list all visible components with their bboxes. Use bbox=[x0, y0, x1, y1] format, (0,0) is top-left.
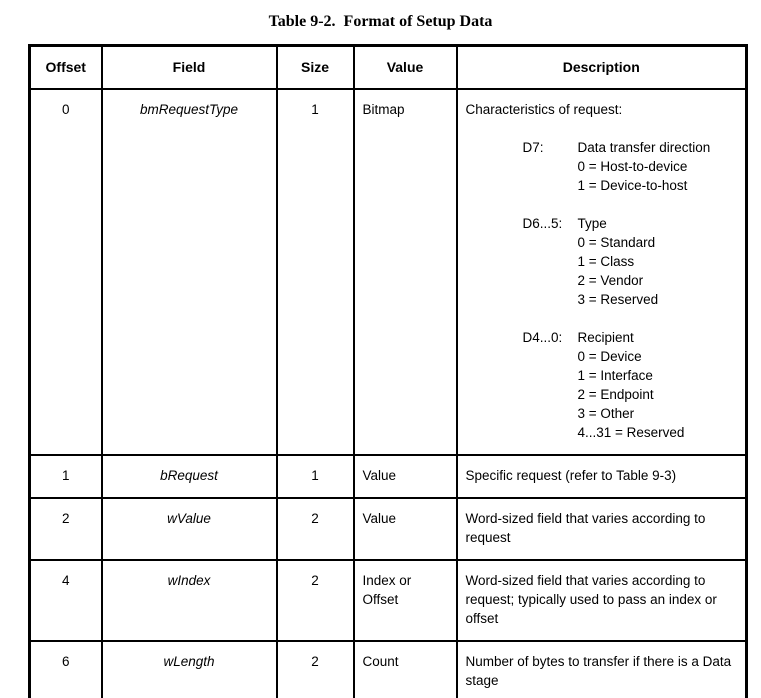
bit-group-line: 2 = Vendor bbox=[577, 273, 644, 288]
bit-group-line: 4...31 = Reserved bbox=[577, 425, 685, 440]
description-text: Word-sized field that varies according to request bbox=[465, 511, 706, 545]
cell-size: 2 bbox=[277, 560, 354, 641]
bit-group-line: 1 = Class bbox=[577, 254, 635, 269]
cell-description bbox=[457, 455, 747, 498]
bit-group-line: 1 = Device-to-host bbox=[577, 178, 688, 193]
cell-value: Count bbox=[354, 641, 457, 698]
header-size: Size bbox=[277, 46, 354, 90]
table-row bbox=[30, 560, 747, 641]
cell-description bbox=[457, 498, 747, 560]
setup-data-table bbox=[28, 44, 748, 698]
header-field: Field bbox=[102, 46, 277, 90]
bit-group bbox=[523, 328, 741, 442]
header-offset: Offset bbox=[30, 46, 102, 90]
bit-group-line: Type bbox=[577, 216, 607, 231]
table-row bbox=[30, 641, 747, 698]
cell-offset: 0 bbox=[30, 89, 102, 455]
cell-offset: 1 bbox=[30, 455, 102, 498]
header-description: Description bbox=[457, 46, 747, 90]
cell-field: wIndex bbox=[102, 560, 277, 641]
header-value: Value bbox=[354, 46, 457, 90]
bit-group-lines bbox=[578, 214, 741, 309]
bit-group-line: 3 = Reserved bbox=[577, 292, 659, 307]
bit-group-line: Data transfer direction bbox=[577, 140, 711, 155]
cell-value: Value bbox=[354, 498, 457, 560]
cell-value: Index or Offset bbox=[354, 560, 457, 641]
cell-offset: 2 bbox=[30, 498, 102, 560]
table-row bbox=[30, 455, 747, 498]
bit-group-line: 0 = Standard bbox=[577, 235, 656, 250]
bit-group-label: D6...5: bbox=[522, 216, 563, 231]
table-row bbox=[30, 89, 747, 455]
cell-size: 1 bbox=[277, 89, 354, 455]
cell-value: Value bbox=[354, 455, 457, 498]
table-row bbox=[30, 498, 747, 560]
description-intro: Characteristics of request: bbox=[465, 102, 623, 117]
description-text: Number of bytes to transfer if there is a Data stage bbox=[465, 654, 732, 688]
bit-group bbox=[523, 214, 741, 309]
cell-field: wValue bbox=[102, 498, 277, 560]
table-caption: Table 9-2. Format of Setup Data bbox=[268, 13, 493, 30]
cell-value: Bitmap bbox=[354, 89, 457, 455]
cell-field: wLength bbox=[102, 641, 277, 698]
bit-group-label: D4...0: bbox=[522, 330, 563, 345]
cell-description bbox=[457, 641, 747, 698]
bit-group bbox=[523, 138, 741, 195]
cell-offset: 4 bbox=[30, 560, 102, 641]
bit-group-line: 0 = Device bbox=[577, 349, 642, 364]
cell-description bbox=[457, 560, 747, 641]
bit-group-lines bbox=[578, 328, 741, 442]
setup-table-body bbox=[30, 89, 747, 698]
bit-group-line: 3 = Other bbox=[577, 406, 635, 421]
cell-field: bRequest bbox=[102, 455, 277, 498]
bit-group-label: D7: bbox=[522, 140, 544, 155]
cell-offset: 6 bbox=[30, 641, 102, 698]
cell-size: 2 bbox=[277, 498, 354, 560]
description-text: Word-sized field that varies according to request; typically used to pass an index or offset bbox=[465, 573, 717, 626]
table-header-row bbox=[30, 46, 747, 90]
bit-group-line: 1 = Interface bbox=[577, 368, 653, 383]
cell-size: 1 bbox=[277, 455, 354, 498]
description-text: Specific request (refer to Table 9-3) bbox=[465, 468, 677, 483]
cell-field: bmRequestType bbox=[102, 89, 277, 455]
bit-group-line: Recipient bbox=[577, 330, 634, 345]
cell-description bbox=[457, 89, 747, 455]
bit-group-line: 0 = Host-to-device bbox=[577, 159, 688, 174]
bit-group-line: 2 = Endpoint bbox=[577, 387, 654, 402]
bit-group-lines bbox=[578, 138, 741, 195]
cell-size: 2 bbox=[277, 641, 354, 698]
